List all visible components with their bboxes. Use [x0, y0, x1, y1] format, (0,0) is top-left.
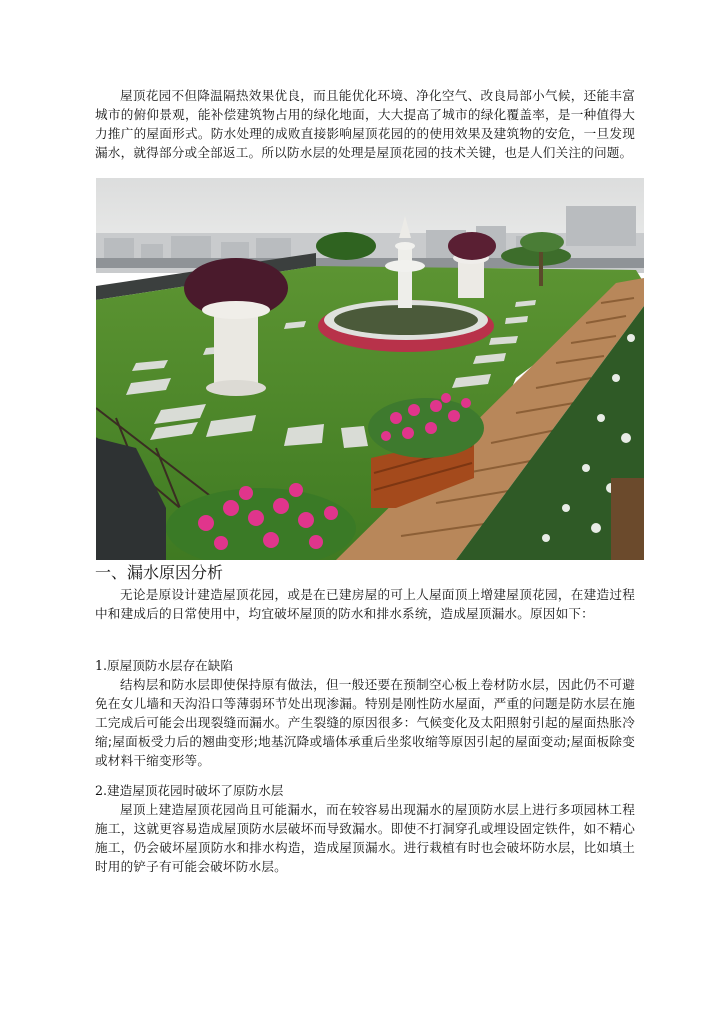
section-heading: 一、漏水原因分析: [95, 563, 224, 582]
subsection-1-body: 结构层和防水层即使保持原有做法，但一般还要在预制空心板上卷材防水层，因此仍不可避免在女儿墙和天沟沿口等薄弱环节处出现渗漏。特别是刚性防水屋面，严重的问题是防水层在施工完成后可能会出现裂缝而漏水。产生裂缝的原因很多：气候变化及太阳照射引起的屋面热胀冷缩;屋面板受力后的翘曲变形;地基沉降或墙体承重后坐浆收缩等原因引起的屋面变动;屋面板除变或材料干缩变形等。: [95, 677, 635, 768]
rooftop-garden-photo: [96, 178, 644, 560]
subsection-2-title: 2.建造屋顶花园时破坏了原防水层: [95, 783, 284, 798]
subsection-2-body: 屋顶上建造屋顶花园尚且可能漏水，而在较容易出现漏水的屋顶防水层上进行多项园林工程施工，这就更容易造成屋顶防水层破坏而导致漏水。即使不打洞穿孔或埋设固定铁件，如不精心施工，仍会破坏屋顶防水和排水构造，造成屋顶漏水。进行栽植有时也会破坏防水层，比如填土时用的铲子有可能会破坏防水层。: [95, 802, 635, 874]
intro-paragraph: 屋顶花园不但降温隔热效果优良，而且能优化环境、净化空气、改良局部小气候，还能丰富城市的俯仰景观，能补偿建筑物占用的绿化地面，大大提高了城市的绿化覆盖率，是一种值得大力推广的屋面形式。防水处理的成败直接影响屋顶花园的的使用效果及建筑物的安危，一旦发现漏水，就得部分或全部返工。所以防水层的处理是屋顶花园的技术关键，也是人们关注的问题。: [95, 88, 635, 160]
subsection-1-title: 1.原屋顶防水层存在缺陷: [95, 658, 233, 673]
section-intro-paragraph: 无论是原设计建造屋顶花园，或是在已建房屋的可上人屋面顶上增建屋顶花园，在建造过程中和建成后的日常使用中，均宜破坏屋顶的防水和排水系统，造成屋顶漏水。原因如下：: [95, 587, 635, 621]
